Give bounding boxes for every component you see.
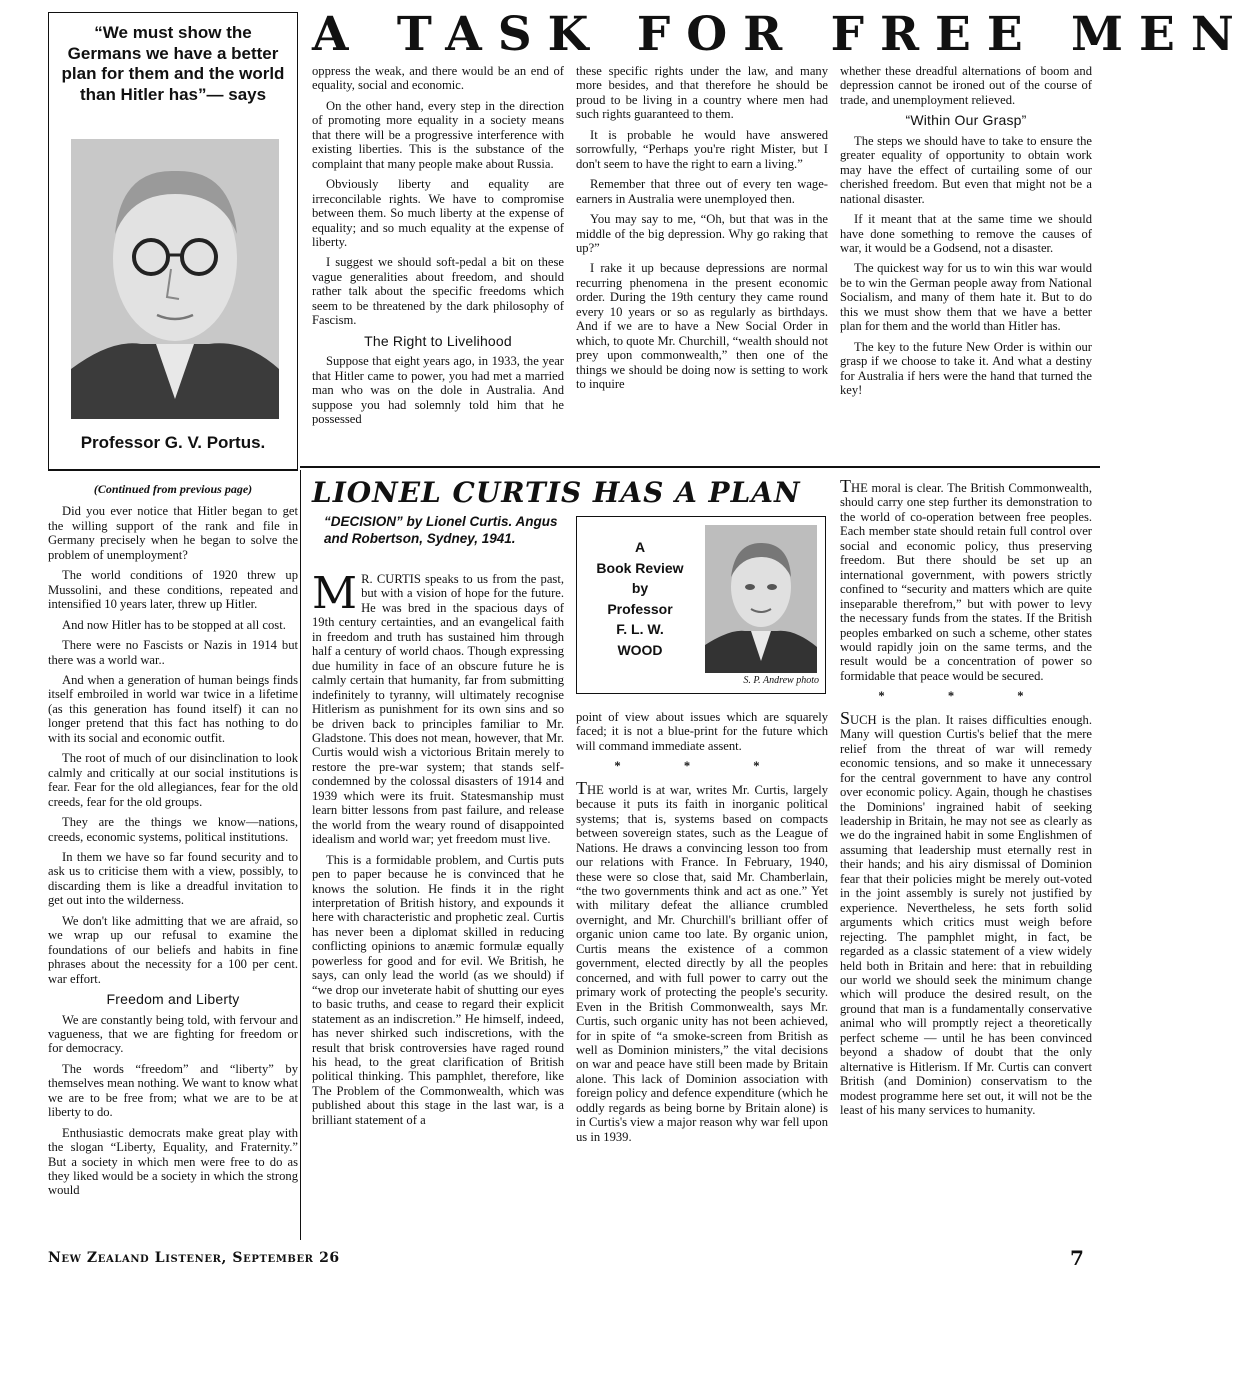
- article-paragraph: I suggest we should soft-pedal a bit on these vague generalities about freedom, and should rather talk about the specific freedoms which seem to be threatened by the dark philosophy of Fascism.: [312, 255, 564, 328]
- article-paragraph: On the other hand, every step in the direction of promoting more equality in a society means that there will be a progressive interference with existing liberties. This is the substance of the complaint that many people make about Russia.: [312, 98, 564, 171]
- article-paragraph: The root of much of our disinclination to look calmly and critically at our social institutions is fear. Fear for the old allegiances, fear for the old creeds, fear for the old groups.: [48, 751, 298, 809]
- page-headline: A TASK FOR FREE MEN: [312, 7, 1250, 62]
- article-paragraph: And when a generation of human beings finds itself embroiled in world war twice in a lifetime (as this generation has found itself) it can no longer pretend that this fact has nothing to do with its social and economic outfit.: [48, 672, 298, 745]
- article-paragraph: This is a formidable problem, and Curtis puts pen to paper because he is convinced that he knows the solution. He finds it in the right interpretation of British history, and expounds it here with characteristic and prophetic zeal. Curtis has never been a diplomat skilled in reducing conflicting opinions to anæmic formulæ equally powerless for good and for evil. We British, he says, can only lead the world (as we should) if “we drop our inveterate habit of shutting our eyes to basic truths, and cease to regard their explicit statement as an indiscretion.” He himself, indeed, has never shirked such indiscretions, with the result that brisk controversies have raged round his head, to the great clarification of British political thinking. This pamphlet, therefore, like The Problem of the Commonwealth, which was published about this stage in the last war, is a brilliant statement of a: [312, 852, 564, 1127]
- article-paragraph: It is probable he would have answered sorrowfully, “Perhaps you're right Mister, but I don't seem to have the right to earn a living.”: [576, 127, 828, 171]
- column-divider: [300, 470, 301, 1240]
- article-paragraph-text: HE moral is clear. The British Commonwealth, should carry one step further its demonstration to the world of co-operation between free peoples. Each member state should retain full control over social and economic policy, thus preserving freedom. But there should be set up an international government, with powers strictly confined to “security and matters which are quite inseparable therefrom,” but with power to levy the necessary funds from the states. If the British peoples embarked on such a scheme, other states would rapidly join on the same terms, and the result would be a concentration of power so formidable that peace would be secured.: [840, 481, 1092, 683]
- photo-credit: S. P. Andrew photo: [743, 675, 819, 686]
- curtis-column-3: [840, 476, 1092, 1123]
- article-paragraph: [840, 476, 1092, 683]
- article-paragraph: The world conditions of 1920 threw up Mussolini, and these conditions, repeated and intensified 10 years later, threw up Hitler.: [48, 568, 298, 612]
- article-paragraph: these specific rights under the law, and many more besides, and that therefore he should be proud to be living in a country where men had such rights guaranteed to them.: [576, 64, 828, 122]
- article-paragraph: oppress the weak, and there would be an end of equality, social and economic.: [312, 64, 564, 93]
- drop-cap: T: [576, 777, 587, 798]
- footer-masthead: New Zealand Listener, September 26: [48, 1250, 340, 1266]
- drop-cap: T: [840, 476, 851, 496]
- drop-cap: M: [312, 568, 358, 619]
- pull-quote: “We must show the Germans we have a better plan for them and the world than Hitler has”— says: [61, 23, 285, 104]
- article-paragraph: The words “freedom” and “liberty” by themselves mean nothing. We want to know what we are to be free from; what we are to be at liberty to do.: [48, 1061, 298, 1120]
- curtis-column-2: [576, 710, 828, 1150]
- task-column-1: [312, 64, 564, 432]
- article-paragraph: In them we have so far found security and to ask us to criticise them with a view, possibly, to discarding them is like a dreadful invitation to get out into the wilderness.: [48, 849, 298, 908]
- article-paragraph: They are the things we know—nations, creeds, economic systems, political institutions.: [48, 815, 298, 844]
- article-paragraph: [576, 777, 828, 1144]
- drop-cap: S: [840, 707, 851, 728]
- review-byline: [581, 537, 699, 660]
- section-break: * * *: [878, 689, 1054, 704]
- article-paragraph: Enthusiastic democrats make great play with the slogan “Liberty, Equality, and Fraternity.” But a society in which men were free to do as they liked would be a society in which the strong would: [48, 1125, 298, 1198]
- article-paragraph-text: R. CURTIS speaks to us from the past, but with a vision of hope for the future. He was bred in the spacious days of 19th century certainties, and an evangelical faith in freedom and truth has sustained him through half a century of world chaos. Though expressing due humility in face of an obscure future he is calmly certain that humanity, far from submitting indefinitely to tyranny, will ultimately recognise Hitlerism as punishment for its own sins and so be driven back to principles familiar to Mr. Gladstone. This does not mean, however, that Mr. Curtis would wish a victorious Britain merely to restore the pre-war system; that stands self-condemned by the colossal disasters of 1914 and 1939 which were its fruit. Statesmanship must learn bitter lessons from past failure, and release the world from the weary round of disappointed idealism and world war; yet freedom must live.: [312, 572, 564, 847]
- article-paragraph: The steps we should have to take to ensure the greater equality of opportunity to obtain work may have the effect of curtailing some of our cherished freedom. But even that might not be a national disaster.: [840, 133, 1092, 206]
- article-paragraph: Did you ever notice that Hitler began to get the willing support of the rank and file in Germany precisely when he began to solve the problem of unemployment?: [48, 504, 298, 562]
- subheading-freedom-liberty: Freedom and Liberty: [106, 991, 240, 1008]
- article-paragraph: whether these dreadful alternations of boom and depression cannot be ironed out of the course of trade, and unemployment relieved.: [840, 64, 1092, 107]
- article-paragraph: point of view about issues which are squarely faced; it is not a blue-print for the future which will command immediate assent.: [576, 710, 828, 753]
- article-paragraph: [312, 568, 564, 847]
- portus-quote-box: [48, 12, 298, 471]
- portrait-caption: Professor G. V. Portus.: [80, 433, 266, 452]
- continued-note: (Continued from previous page): [93, 482, 253, 496]
- review-line: WOOD: [617, 641, 663, 658]
- page-number: 7: [1070, 1246, 1084, 1270]
- article-paragraph: Suppose that eight years ago, in 1933, the year that Hitler came to power, you had met a married man who was on the dole in Australia. And suppose you had solemnly told him that he possessed: [312, 354, 564, 426]
- review-line: Professor: [607, 600, 673, 617]
- article-paragraph: You may say to me, “Oh, but that was in the middle of the big depression. Why go raking that up?”: [576, 212, 828, 255]
- article-paragraph: If it meant that at the same time we should have done something to remove the causes of war, it would be a Godsend, not a disaster.: [840, 212, 1092, 255]
- curtis-headline: LIONEL CURTIS HAS A PLAN: [312, 476, 801, 509]
- review-line: by: [631, 580, 649, 596]
- section-divider: [300, 466, 1100, 468]
- portrait-photo-portus: [71, 139, 279, 419]
- section-break: * * *: [614, 759, 790, 774]
- article-paragraph: [840, 707, 1092, 1118]
- article-paragraph: I rake it up because depressions are normal recurring phenomena in the present economic order. During the 19th century they came round every 10 years or so as regularly as birthdays. And if we are to have a New Social Order in which, to quote Mr. Churchill, “wealth should not prey upon commonwealth,” then one of the things we should be doing now is setting to work to inquire: [576, 261, 828, 392]
- task-column-3: [840, 64, 1092, 404]
- article-paragraph-text: HE world is at war, writes Mr. Curtis, largely because it puts its faith in inorganic political systems; that is, systems based on compacts between sovereign states, such as the League of Nations. He draws a convincing lesson too from our relations with France. In February, 1940, these were so close that, said Mr. Chamberlain, “the two governments think and act as one.” Yet with military defeat the alliance crumbled overnight, and Mr. Churchill's brilliant offer of organic union came too late. By organic union, Curtis means the existence of a common government, elected directly by all the peoples concerned, and with full power to carry out the primary work of protecting the people's security. Even in the British Commonwealth, says Mr. Curtis, such organic unity has not been achieved, for in spite of “a smoke-screen from British as well as Dominion ministers,” the vital decisions on war and peace have still been made by Britain alone. This lack of Dominion association with foreign policy and defence expenditure (which he oddly regards as being borne by Britain alone) is in Curtis's view a major reason why war fell upon us in 1939.: [576, 782, 828, 1144]
- article-paragraph: And now Hitler has to be stopped at all cost.: [62, 617, 286, 632]
- left-column: [48, 482, 298, 1204]
- book-reference: “DECISION” by Lionel Curtis. Angus and Robertson, Sydney, 1941.: [324, 514, 558, 546]
- task-column-2: [576, 64, 828, 398]
- subheading-livelihood: The Right to Livelihood: [364, 332, 512, 349]
- portrait-photo-wood: [705, 525, 817, 673]
- article-paragraph: We don't like admitting that we are afraid, so we wrap up our refusal to examine the foundations of our beliefs and habits in fine phrases about the necessity for a 100 per cent. war effort.: [48, 913, 298, 986]
- article-paragraph: Obviously liberty and equality are irreconcilable rights. We have to compromise between them. So much liberty at the expense of equality; and so much equality at the expense of liberty.: [312, 177, 564, 249]
- article-paragraph: The quickest way for us to win this war would be to win the German people away from National Socialism, and many of them hate it. But to do this we must show them that we have a better plan for them and the world than Hitler has.: [840, 261, 1092, 334]
- subheading-within-grasp: “Within Our Grasp”: [905, 112, 1027, 129]
- article-paragraph: Remember that three out of every ten wage-earners in Australia were unemployed then.: [576, 177, 828, 206]
- article-paragraph: There were no Fascists or Nazis in 1914 but there was a world war..: [48, 638, 298, 667]
- review-line: A: [634, 539, 646, 555]
- review-line: Book Review: [596, 559, 684, 576]
- book-review-box: [576, 516, 826, 694]
- article-paragraph: The key to the future New Order is within our grasp if we choose to take it. And what a destiny for Australia if hers were the hand that turned the key!: [840, 339, 1092, 398]
- article-paragraph-text: UCH is the plan. It raises difficulties enough. Many will question Curtis's belief that the mere relief from the threat of war will remedy economic tensions, and so make it unnecessary for the central government to have any control over economic policy. Again, though he chastises the Dominions' ingrained habit of seeking leadership in Britain, he may not see as clearly as we do the ingrained habit in some Englishmen of assuming that leadership must eternally rest in their hands; and his airy dismissal of Dominion fear that their policies might be merely out-voted in the joint assembly is surely not justified by experience. Nevertheless, he sets forth solid arguments which critics must weigh before rejecting. The pamphlet might, in fact, be regarded as a classic statement of a view widely held both in Britain and here: that in rebuilding our world we should seek the minimum change which will produce the desired result, on the ground that man is a fundamentally conservative animal who will promptly reject a theoretically perfect scheme — until he has been convinced beyond a shadow of doubt that the only alternative is Hitlerism. If Mr. Curtis can convert British (and Dominion) conservatism to the modest programme here set out, it will not be the least of his many services to humanity.: [840, 712, 1092, 1118]
- curtis-column-1: [312, 568, 564, 1133]
- article-paragraph: We are constantly being told, with fervour and vagueness, that we are fighting for freedom or for democracy.: [48, 1012, 298, 1056]
- review-line: F. L. W.: [616, 621, 664, 637]
